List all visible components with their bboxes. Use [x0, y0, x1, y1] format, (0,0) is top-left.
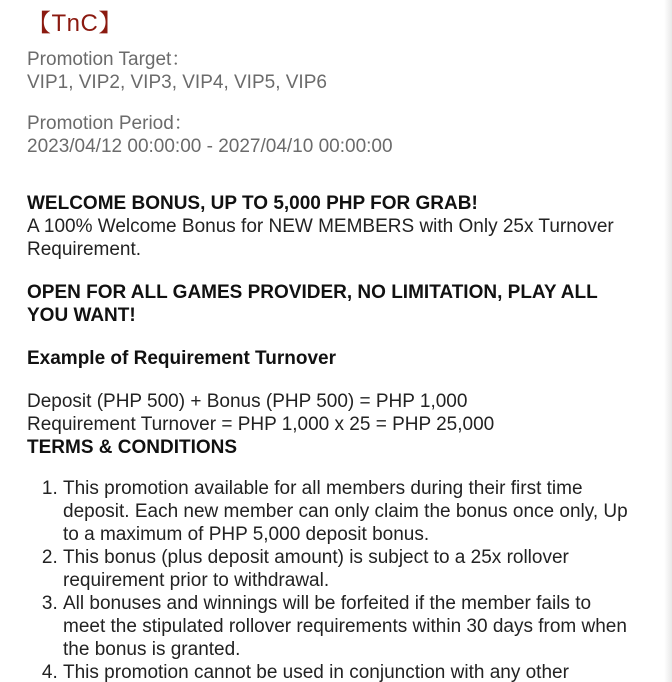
promotion-target-block — [27, 48, 637, 94]
welcome-heading: WELCOME BONUS, UP TO 5,000 PHP FOR GRAB! — [27, 193, 478, 214]
open-heading: OPEN FOR ALL GAMES PROVIDER, NO LIMITATION, PLAY ALL YOU WANT! — [27, 282, 598, 326]
terms-item-1: 1. This promotion available for all members during their first time deposit. Each new member can only claim the bonus once only, Up to a maximum of PHP 5,000 deposit bonus. — [63, 477, 637, 546]
welcome-text: A 100% Welcome Bonus for NEW MEMBERS with Only 25x Turnover Requirement. — [27, 216, 614, 260]
terms-list — [27, 477, 637, 682]
scroll-edge-shadow — [664, 0, 672, 682]
terms-item-3: 3. All bonuses and winnings will be forfeited if the member fails to meet the stipulated rollover requirements within 30 days from when the bonus is granted. — [63, 592, 637, 661]
tnc-content — [27, 10, 637, 682]
promotion-target-label: Promotion Target： — [27, 49, 191, 70]
promotion-target-value: VIP1, VIP2, VIP3, VIP4, VIP5, VIP6 — [27, 72, 327, 93]
page-title: 【TnC】 — [27, 10, 123, 37]
example-heading: Example of Requirement Turnover — [27, 348, 336, 369]
promotion-period-label: Promotion Period： — [27, 113, 193, 134]
promotion-period-value: 2023/04/12 00:00:00 - 2027/04/10 00:00:00 — [27, 136, 393, 157]
terms-item-4: 4. This promotion cannot be used in conjunction with any other — [63, 661, 637, 682]
example-line-2: Requirement Turnover = PHP 1,000 x 25 = PHP 25,000 — [27, 414, 495, 435]
terms-heading: TERMS & CONDITIONS — [27, 437, 238, 458]
terms-item-2: 2. This bonus (plus deposit amount) is subject to a 25x rollover requirement prior to withdrawal. — [63, 546, 637, 592]
example-line-1: Deposit (PHP 500) + Bonus (PHP 500) = PHP 1,000 — [27, 391, 468, 412]
promotion-period-block — [27, 112, 637, 158]
